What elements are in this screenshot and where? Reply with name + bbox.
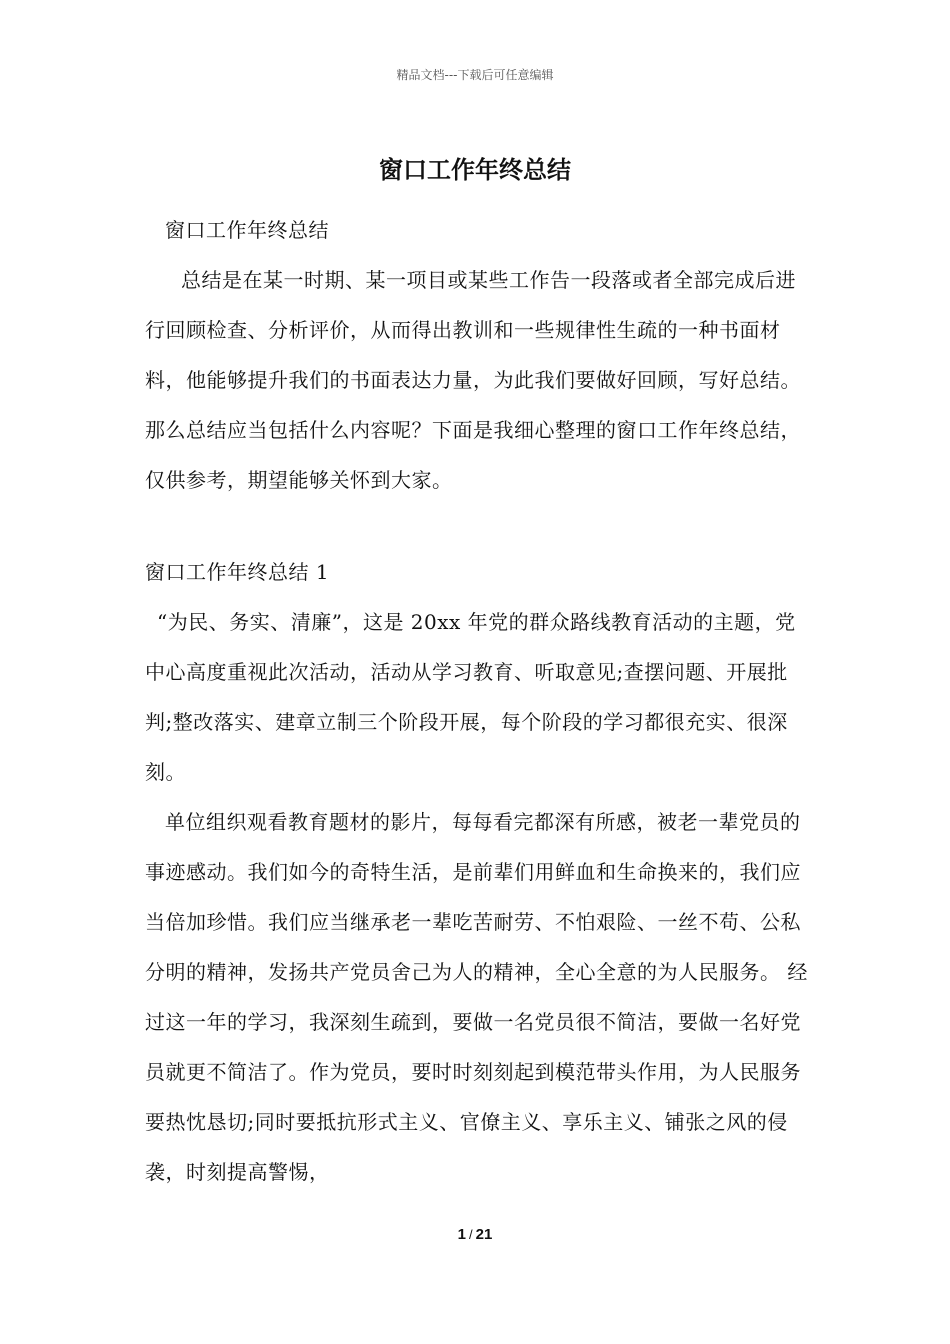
intro-title: 窗口工作年终总结 bbox=[165, 218, 329, 242]
document-body bbox=[145, 205, 810, 1197]
section-paragraph-2: 单位组织观看教育题材的影片，每每看完都深有所感，被老一辈党员的事迹感动。我们如今的奇特生活，是前辈们用鲜血和生命换来的，我们应当倍加珍惜。我们应当继承老一辈吃苦耐劳、不怕艰险、一丝不苟、公私分明的精神，发扬共产党员舍己为人的精神，全心全意的为人民服务。 经过这一年的学习，我深刻生疏到，要做一名党员很不简洁，要做一名好党员就更不简洁了。作为党员，要时时刻刻起到模范带头作用，为人民服务要热忱恳切;同时要抵抗形式主义、官僚主义、享乐主义、铺张之风的侵袭，时刻提高警惕， bbox=[145, 810, 808, 1184]
section-spacer bbox=[145, 505, 810, 547]
section-paragraph-1: “为民、务实、清廉”，这是 20xx 年党的群众路线教育活动的主题，党中心高度重视此次活动，活动从学习教育、听取意见;查摆问题、开展批判;整改落实、建章立制三个阶段开展，每个阶段的学习都很充实、很深刻。 bbox=[145, 610, 796, 784]
page-number bbox=[0, 1226, 950, 1243]
intro-paragraph: 总结是在某一时期、某一项目或某些工作告一段落或者全部完成后进行回顾检查、分析评价，从而得出教训和一些规律性生疏的一种书面材料，他能够提升我们的书面表达力量，为此我们要做好回顾，写好总结。那么总结应当包括什么内容呢？下面是我细心整理的窗口工作年终总结，仅供参考，期望能够关怀到大家。 bbox=[145, 268, 801, 492]
total-pages-number: 21 bbox=[475, 1226, 493, 1243]
page-separator: / bbox=[469, 1227, 473, 1242]
current-page-number: 1 bbox=[457, 1226, 467, 1243]
section-title: 窗口工作年终总结 1 bbox=[145, 560, 330, 584]
document-title: 窗口工作年终总结 bbox=[379, 155, 571, 184]
page-header: 精品文档---下载后可任意编辑 bbox=[396, 68, 554, 82]
